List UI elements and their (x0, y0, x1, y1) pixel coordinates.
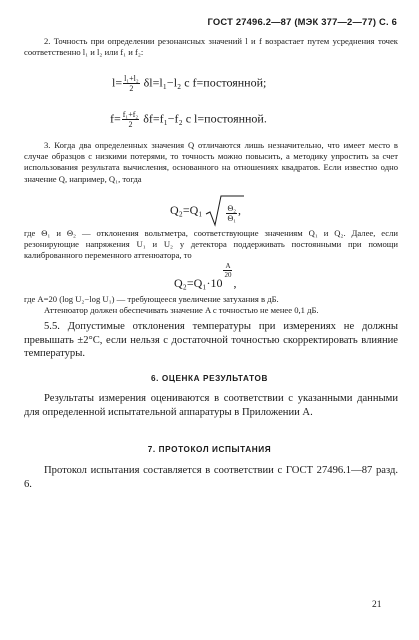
formula-q-ratio-fraction (226, 204, 237, 223)
page-header: ГОСТ 27496.2—87 (МЭК 377—2—77) С. 6 (207, 16, 397, 27)
paragraph-6: Аттенюатор должен обеспечивать значение A с точностью не менее 0,1 дБ. (44, 305, 319, 315)
formula-q-ratio-lhs: Q₂=Q₁ (170, 202, 203, 217)
paragraph-2: 2. Точность при определении резонансных значений l и f возрастает путем усреднения точек соответственно l₁ и l₂ или f₁ и f₂: (24, 36, 398, 58)
formula-l-condition: с f=постоянной; (184, 75, 267, 90)
formula-f-denominator: 2 (128, 120, 133, 129)
formula-f-lhs: f= (110, 111, 121, 126)
paragraph-5-5: 5.5. Допустимые отклонения температуры при измерениях не должны превышать ±2°С, если нельзя с достаточной точностью скорректировать влияние температуры. (24, 321, 398, 360)
formula-f-fraction (122, 110, 139, 129)
formula-q-attenuation-lhs: Q₂=Q₁·10 (174, 276, 223, 290)
heading-results-evaluation: 6. ОЦЕНКА РЕЗУЛЬТАТОВ (151, 374, 268, 383)
formula-l-fraction (123, 74, 140, 93)
paragraph-3: 3. Когда два определенных значения Q отличаются лишь незначительно, что имеет место в случае образцов с низкими потерями, то точность можно повысить, а методику упростить за счет использования результата вычисления, основанного на отношениях квадратов. Если известно одно значение Q, например, Q₁, тогда (24, 140, 398, 184)
paragraph-report: Протокол испытания составляется в соответствии с ГОСТ 27496.1—87 разд. 6. (24, 465, 398, 490)
formula-q-attenuation-exp-denominator: 20 (224, 271, 232, 279)
formula-q-ratio-tail: , (238, 202, 242, 217)
formula-f-condition: с l=постоянной. (185, 111, 267, 126)
paragraph-5: где A=20 (log U₂−log U₁) — требующееся увеличение затухания в дБ. (24, 294, 279, 304)
formula-q-ratio (170, 194, 241, 228)
heading-test-report: 7. ПРОТОКОЛ ИСПЫТАНИЯ (147, 445, 272, 454)
formula-l-lhs: l= (112, 75, 123, 90)
page-number: 21 (372, 600, 382, 610)
formula-q-attenuation-tail: , (233, 276, 237, 290)
formula-q-attenuation-exp-numerator: A (225, 262, 231, 270)
formula-f-delta: δf=f₁−f₂ (143, 111, 183, 126)
formula-q-attenuation (174, 262, 236, 291)
formula-l-denominator: 2 (129, 84, 134, 93)
paragraph-results: Результаты измерения оцениваются в соответствии с указанными данными для определенной испытательной аппаратуры в Приложении А. (24, 393, 398, 418)
formula-l-delta: δl=l₁−l₂ (143, 75, 182, 90)
paragraph-4: где Θ₁ и Θ₂ — отклонения вольтметра, соответствующие значениям Q₁ и Q₂. Далее, если резонирующие напряжения U₁ и U₂ у детектора поддерживать постоянными при помощи калиброванного переменного аттенюатора, то (24, 228, 398, 261)
formula-q-attenuation-exponent (223, 262, 232, 279)
formula-f (110, 110, 267, 129)
formula-f-numerator: f₁+f₂ (122, 110, 139, 119)
formula-l (112, 74, 266, 93)
formula-q-ratio-denominator: Θ₁ (227, 213, 237, 223)
formula-q-ratio-numerator: Θ₂ (227, 203, 237, 213)
formula-l-numerator: l₁+l₂ (124, 74, 139, 83)
